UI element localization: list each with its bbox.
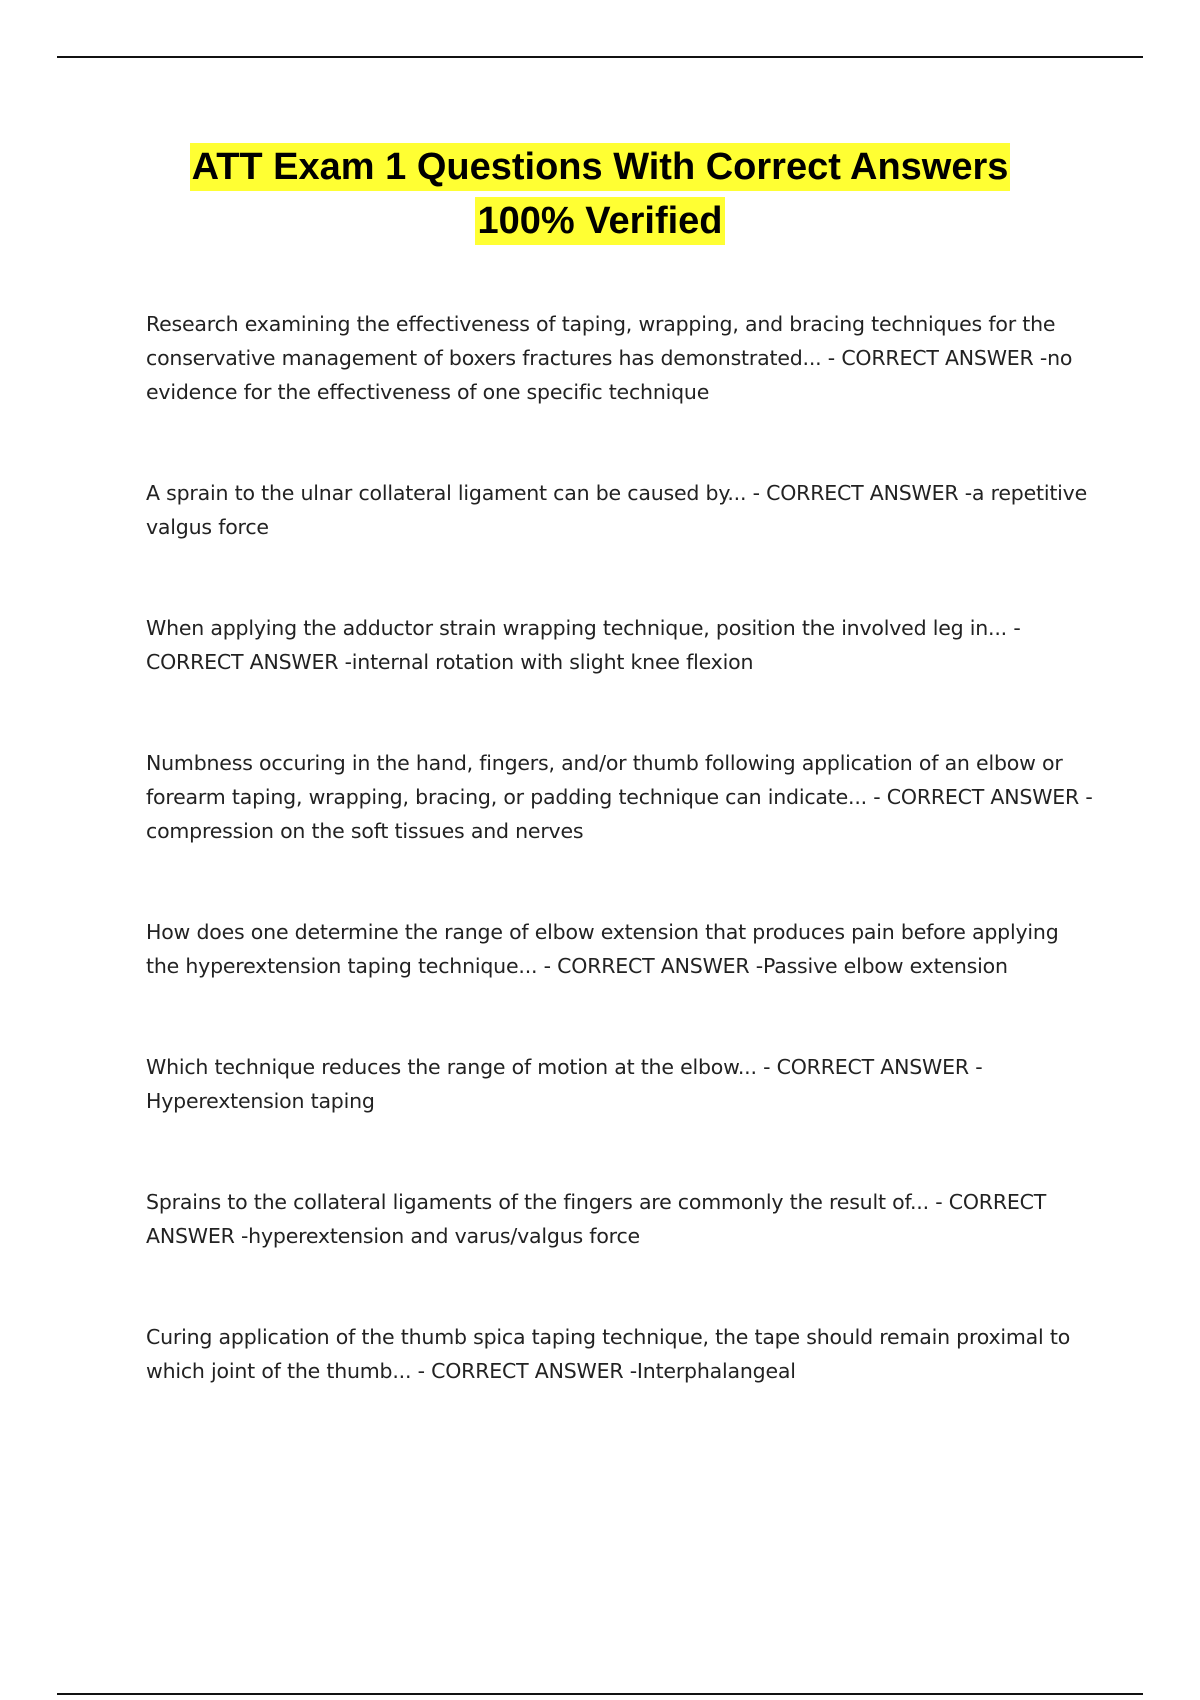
qa-item: Research examining the effectiveness of taping, wrapping, and bracing techniques for the conservative management of boxers fractures has demonstrated... - CORRECT ANSWER -no evidence for the effectiveness of one specific technique: [146, 312, 1073, 404]
qa-item: How does one determine the range of elbow extension that produces pain before applying the hyperextension taping technique... - CORRECT ANSWER -Passive elbow extension: [146, 920, 1059, 978]
qa-item: Which technique reduces the range of motion at the elbow... - CORRECT ANSWER - Hyperextension taping: [146, 1055, 983, 1113]
qa-item: When applying the adductor strain wrapping technique, position the involved leg in... - CORRECT ANSWER -internal rotation with slight knee flexion: [146, 616, 1021, 674]
qa-item: Sprains to the collateral ligaments of the fingers are commonly the result of... - CORRECT ANSWER -hyperextension and varus/valgus force: [146, 1190, 1047, 1248]
qa-item: Curing application of the thumb spica taping technique, the tape should remain proximal to which joint of the thumb... - CORRECT ANSWER -Interphalangeal: [146, 1325, 1071, 1383]
title-line-1: ATT Exam 1 Questions With Correct Answers: [190, 143, 1011, 191]
top-rule: [57, 56, 1143, 58]
qa-item: Numbness occuring in the hand, fingers, and/or thumb following application of an elbow or forearm taping, wrapping, bracing, or padding technique can indicate... - CORRECT ANSWER - compression on the soft tissues and nerves: [146, 751, 1093, 843]
title-line-2: 100% Verified: [475, 197, 724, 245]
qa-list: [146, 307, 1096, 1388]
bottom-rule: [57, 1693, 1143, 1695]
document-title: [0, 143, 1200, 245]
qa-item: A sprain to the ulnar collateral ligament can be caused by... - CORRECT ANSWER -a repetitive valgus force: [146, 481, 1088, 539]
